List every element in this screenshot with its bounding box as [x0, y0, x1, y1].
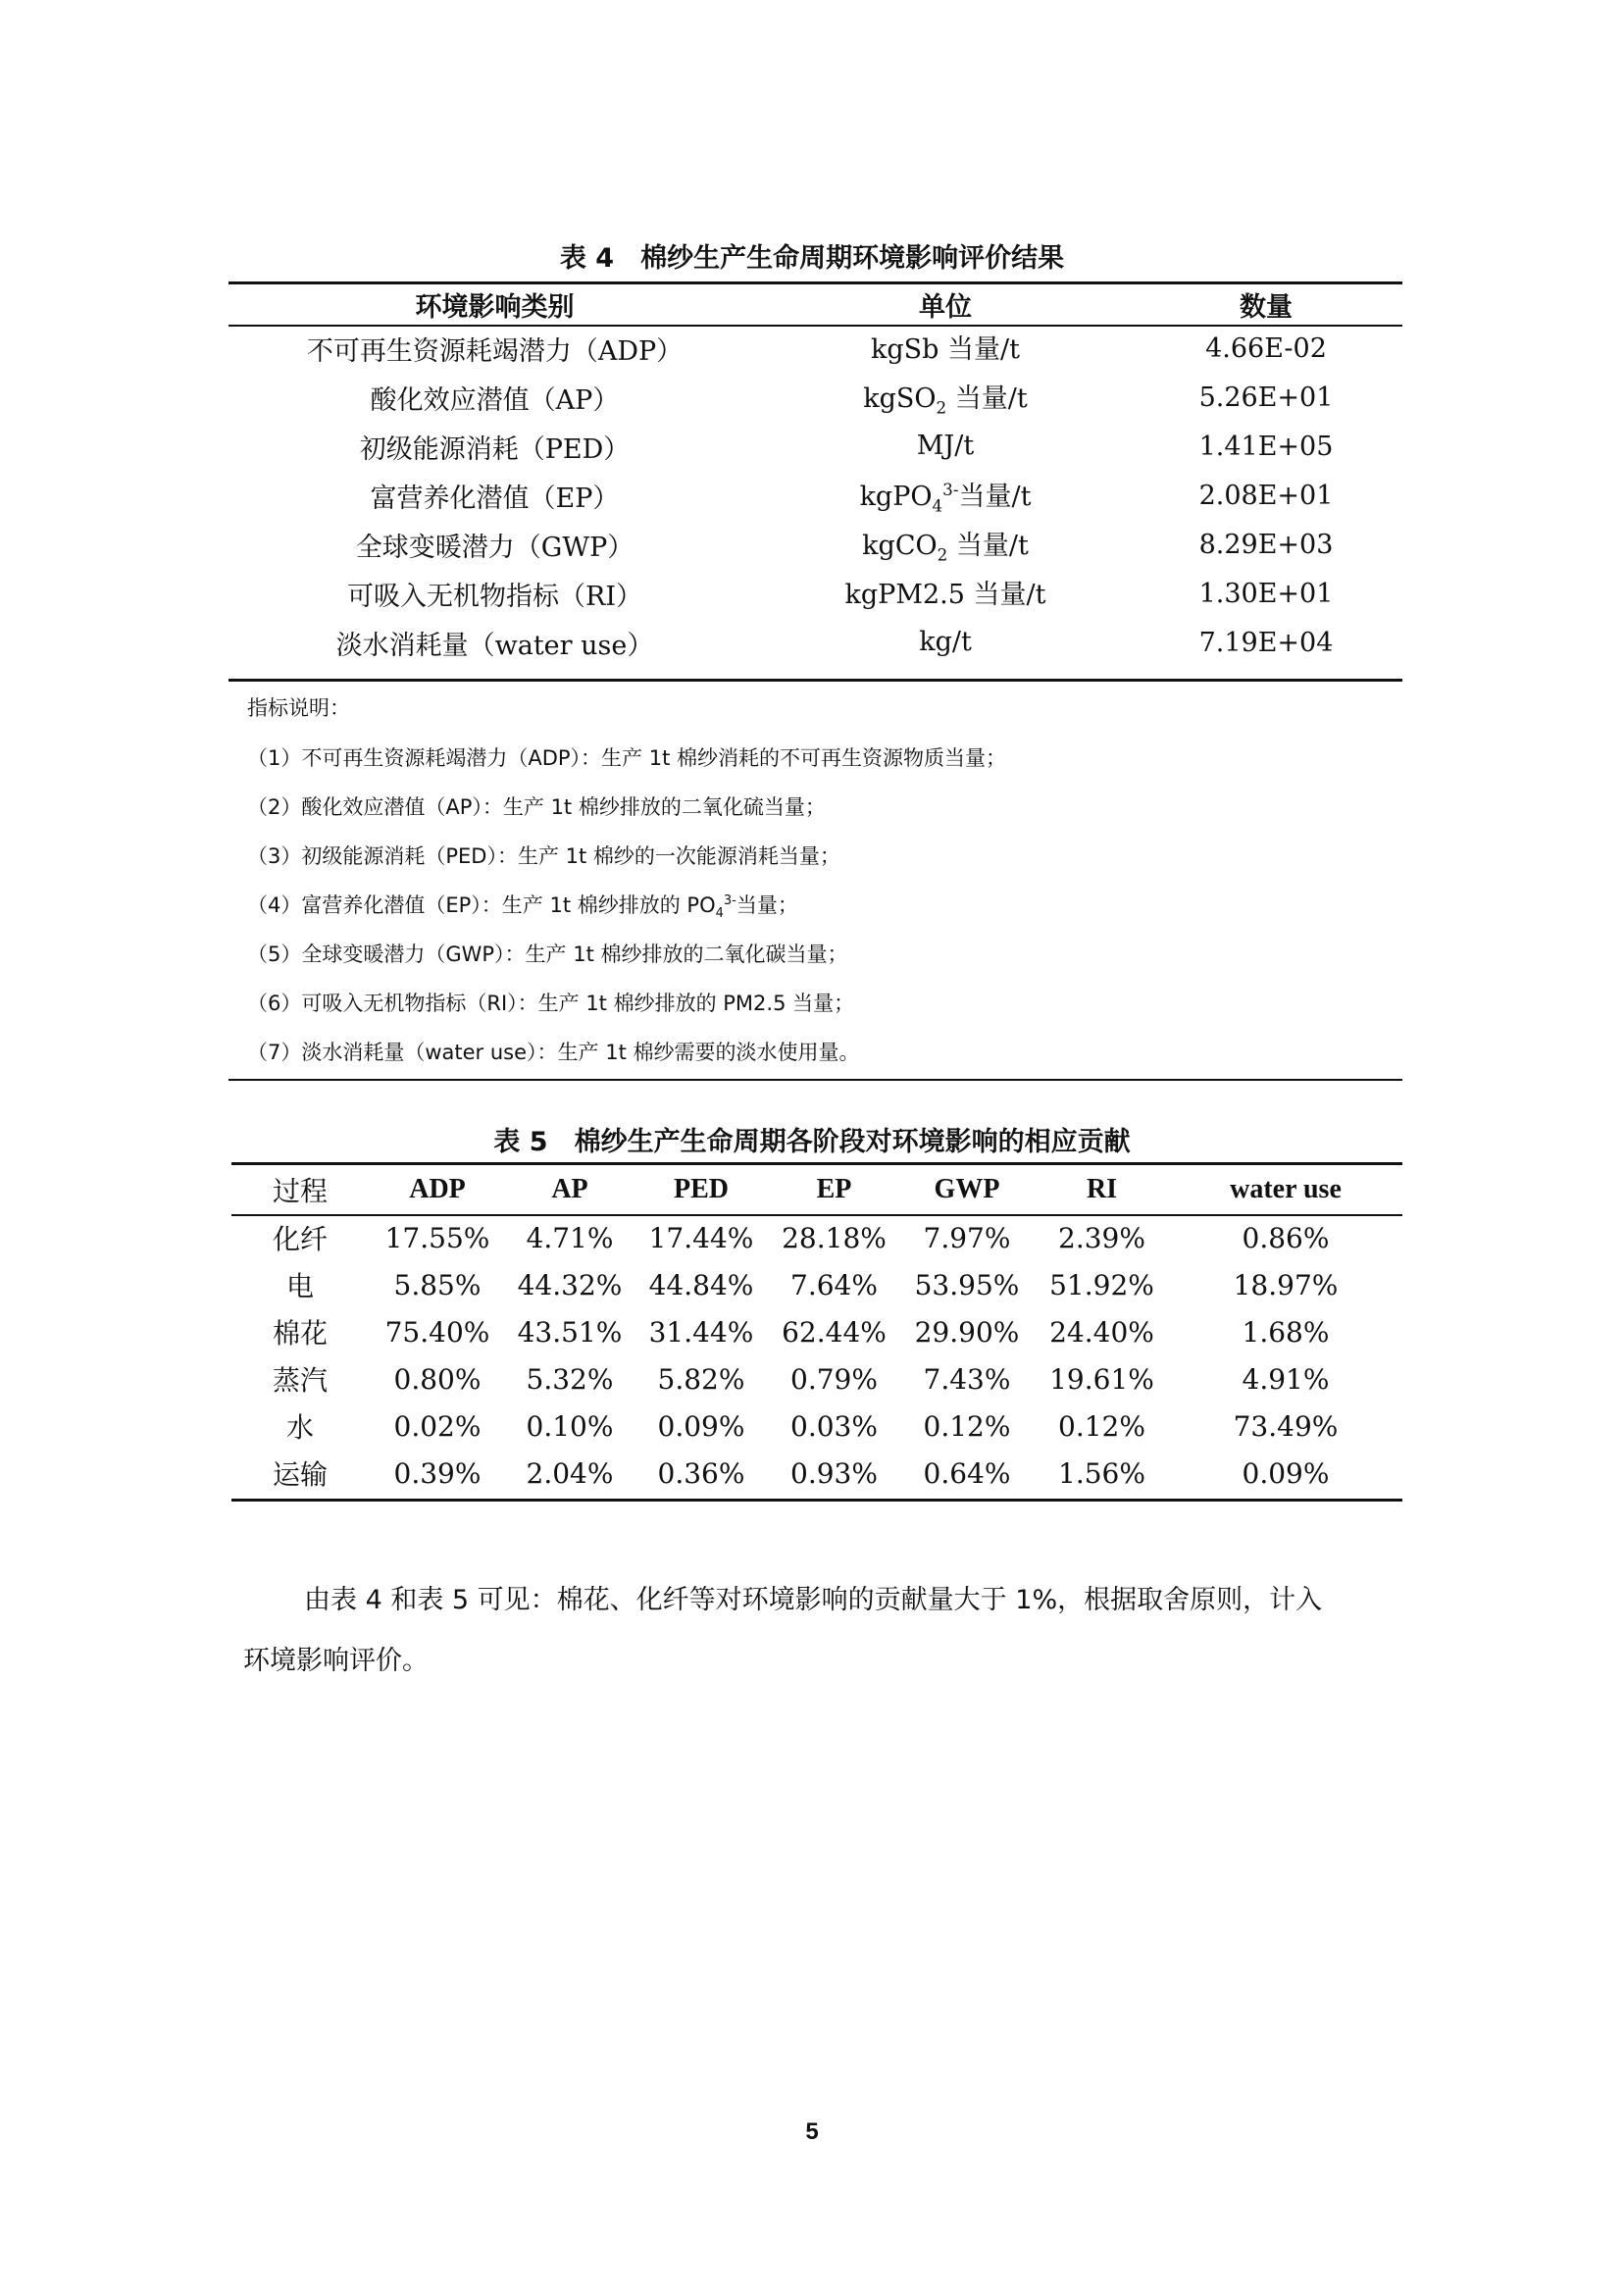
body-paragraph-line1: 由表 4 和表 5 可见：棉花、化纤等对环境影响的贡献量大于 1%，根据取舍原则，计入	[304, 1585, 1323, 1615]
impact-unit	[761, 569, 1130, 618]
contribution-cell: 5.82%	[657, 1362, 745, 1396]
note-item	[247, 1042, 859, 1067]
table5-header-cell: GWP	[934, 1174, 1000, 1204]
contribution-cell: 4.91%	[1242, 1362, 1330, 1396]
note-text: （1）不可再生资源耗竭潜力（ADP）：生产 1t 棉纱消耗的不可再生资源物质当量；	[247, 746, 1007, 770]
table4-row	[228, 618, 1402, 667]
contribution-cell: 0.93%	[790, 1456, 878, 1490]
note-item	[247, 796, 826, 822]
contribution-cell: 0.12%	[923, 1409, 1011, 1443]
table4-header-row	[228, 284, 1402, 324]
unit-text: kgSb 当量/t	[871, 334, 1020, 366]
table5-title: 表 5 棉纱生产生命周期各阶段对环境影响的相应贡献	[493, 1127, 1131, 1157]
unit-text: kg/t	[919, 626, 972, 657]
table5	[231, 1165, 1402, 1497]
table5-row	[231, 1261, 1402, 1308]
note-text: （7）淡水消耗量（water use）：生产 1t 棉纱需要的淡水使用量。	[247, 1041, 860, 1064]
unit-text-suffix: 当量/t	[946, 383, 1028, 415]
table5-row	[231, 1450, 1402, 1497]
contribution-cell: 43.51%	[517, 1315, 623, 1349]
contribution-cell: 0.03%	[790, 1409, 878, 1443]
contribution-cell: 29.90%	[914, 1315, 1020, 1349]
note-text: （6）可吸入无机物指标（RI）：生产 1t 棉纱排放的 PM2.5 当量；	[247, 992, 855, 1015]
table4-header-category: 环境影响类别	[415, 291, 575, 323]
table4-row	[228, 471, 1402, 520]
impact-unit	[761, 520, 1130, 569]
table5-row	[231, 1214, 1402, 1261]
table5-row	[231, 1308, 1402, 1355]
unit-text: kgCO	[862, 531, 938, 562]
contribution-cell: 0.09%	[657, 1409, 745, 1443]
contribution-cell: 31.44%	[648, 1315, 754, 1349]
note-text: （4）富营养化潜值（EP）：生产 1t 棉纱排放的 PO	[247, 893, 716, 917]
table4-header-unit: 单位	[919, 291, 972, 323]
impact-category: 可吸入无机物指标（RI）	[347, 581, 642, 612]
impact-unit	[761, 373, 1130, 422]
table5-bottom-rule	[231, 1499, 1402, 1502]
contribution-cell: 2.04%	[526, 1456, 614, 1490]
impact-value: 5.26E+01	[1198, 382, 1334, 413]
contribution-cell: 0.79%	[790, 1362, 878, 1396]
impact-category: 酸化效应潜值（AP）	[370, 384, 620, 416]
note-subscript: 4	[715, 906, 724, 922]
contribution-cell: 51.92%	[1049, 1268, 1154, 1301]
contribution-cell: 0.86%	[1242, 1221, 1330, 1254]
impact-value: 1.41E+05	[1198, 431, 1334, 462]
contribution-cell: 0.10%	[526, 1409, 614, 1443]
contribution-cell: 24.40%	[1049, 1315, 1154, 1349]
contribution-cell: 18.97%	[1233, 1268, 1339, 1301]
unit-subscript: 4	[932, 495, 943, 516]
table5-header-cell: ADP	[409, 1174, 466, 1204]
table4-title: 表 4 棉纱生产生命周期环境影响评价结果	[559, 243, 1065, 274]
body-paragraph-line2: 环境影响评价。	[243, 1646, 429, 1676]
notes-bottom-rule	[228, 1079, 1402, 1081]
note-item	[247, 845, 840, 871]
impact-category: 不可再生资源耗竭潜力（ADP）	[306, 335, 684, 367]
process-name: 蒸汽	[272, 1364, 328, 1397]
impact-value: 2.08E+01	[1198, 480, 1334, 511]
process-name: 水	[285, 1411, 314, 1444]
contribution-cell: 7.64%	[790, 1268, 878, 1301]
table4-row	[228, 373, 1402, 422]
unit-text: MJ/t	[916, 430, 975, 461]
table5-row	[231, 1355, 1402, 1402]
table5-row	[231, 1402, 1402, 1450]
contribution-cell: 7.97%	[923, 1221, 1011, 1254]
process-name: 棉花	[272, 1317, 328, 1350]
impact-category: 淡水消耗量（water use）	[335, 630, 654, 661]
table5-header-cell: water use	[1230, 1174, 1342, 1204]
contribution-cell: 5.32%	[526, 1362, 614, 1396]
contribution-cell: 0.02%	[393, 1409, 482, 1443]
unit-subscript: 2	[937, 544, 948, 565]
unit-text-suffix: 当量/t	[947, 531, 1029, 562]
table4-row	[228, 520, 1402, 569]
contribution-cell: 5.85%	[393, 1268, 482, 1301]
contribution-cell: 0.12%	[1058, 1409, 1145, 1443]
table4-header-value: 数量	[1240, 291, 1293, 323]
impact-category: 初级能源消耗（PED）	[359, 433, 631, 465]
impact-unit	[761, 422, 1130, 471]
process-name: 运输	[272, 1458, 328, 1491]
note-text: （2）酸化效应潜值（AP）：生产 1t 棉纱排放的二氧化硫当量；	[247, 795, 826, 819]
impact-category: 全球变暖潜力（GWP）	[355, 532, 634, 563]
contribution-cell: 17.44%	[648, 1221, 754, 1254]
impact-value: 4.66E-02	[1205, 332, 1327, 364]
contribution-cell: 75.40%	[384, 1315, 490, 1349]
contribution-cell: 0.64%	[923, 1456, 1011, 1490]
contribution-cell: 2.39%	[1058, 1221, 1145, 1254]
note-text-suffix: 当量；	[736, 893, 798, 917]
contribution-cell: 0.36%	[657, 1456, 745, 1490]
note-text: （3）初级能源消耗（PED）：生产 1t 棉纱的一次能源消耗当量；	[247, 844, 840, 868]
contribution-cell: 53.95%	[914, 1268, 1020, 1301]
contribution-cell: 7.43%	[923, 1362, 1011, 1396]
contribution-cell: 44.84%	[648, 1268, 754, 1301]
table5-header-cell: RI	[1086, 1174, 1118, 1204]
table4	[228, 284, 1402, 667]
impact-value: 1.30E+01	[1198, 578, 1334, 609]
note-item	[247, 894, 798, 920]
contribution-cell: 17.55%	[384, 1221, 490, 1254]
unit-subscript: 2	[936, 397, 947, 418]
contribution-cell: 1.56%	[1058, 1456, 1145, 1490]
table5-header-cell: 过程	[272, 1175, 328, 1207]
impact-value: 7.19E+04	[1198, 627, 1334, 658]
contribution-cell: 28.18%	[782, 1221, 887, 1254]
table4-row	[228, 324, 1402, 373]
contribution-cell: 0.39%	[393, 1456, 482, 1490]
process-name: 电	[285, 1270, 314, 1302]
contribution-cell: 0.80%	[393, 1362, 482, 1396]
unit-text: kgPO	[859, 482, 933, 513]
unit-superscript: 3-	[942, 480, 959, 500]
note-item	[247, 747, 1006, 773]
table5-header-row	[231, 1165, 1402, 1214]
note-item	[247, 993, 854, 1018]
contribution-cell: 44.32%	[517, 1268, 623, 1301]
notes-title: 指标说明：	[247, 696, 350, 720]
contribution-cell: 73.49%	[1233, 1409, 1339, 1443]
unit-text: kgSO	[863, 383, 937, 415]
contribution-cell: 0.09%	[1242, 1456, 1330, 1490]
table4-bottom-rule	[228, 679, 1402, 682]
table5-header-cell: EP	[816, 1174, 852, 1204]
impact-unit	[761, 471, 1130, 520]
table4-row	[228, 422, 1402, 471]
impact-unit	[761, 324, 1130, 373]
note-superscript: 3-	[723, 893, 736, 908]
table5-header-cell: AP	[551, 1174, 588, 1204]
note-item	[247, 943, 848, 969]
contribution-cell: 4.71%	[526, 1221, 614, 1254]
contribution-cell: 1.68%	[1242, 1315, 1330, 1349]
impact-unit	[761, 618, 1130, 667]
note-text: （5）全球变暖潜力（GWP）：生产 1t 棉纱排放的二氧化碳当量；	[247, 943, 848, 966]
page-number: 5	[805, 2118, 819, 2145]
table4-row	[228, 569, 1402, 618]
unit-text-suffix: 当量/t	[958, 482, 1032, 513]
impact-value: 8.29E+03	[1198, 529, 1334, 560]
table5-header-cell: PED	[674, 1174, 729, 1204]
contribution-cell: 62.44%	[782, 1315, 887, 1349]
impact-category: 富营养化潜值（EP）	[370, 483, 620, 514]
process-name: 化纤	[272, 1223, 328, 1255]
contribution-cell: 19.61%	[1049, 1362, 1154, 1396]
unit-text: kgPM2.5 当量/t	[844, 580, 1046, 611]
